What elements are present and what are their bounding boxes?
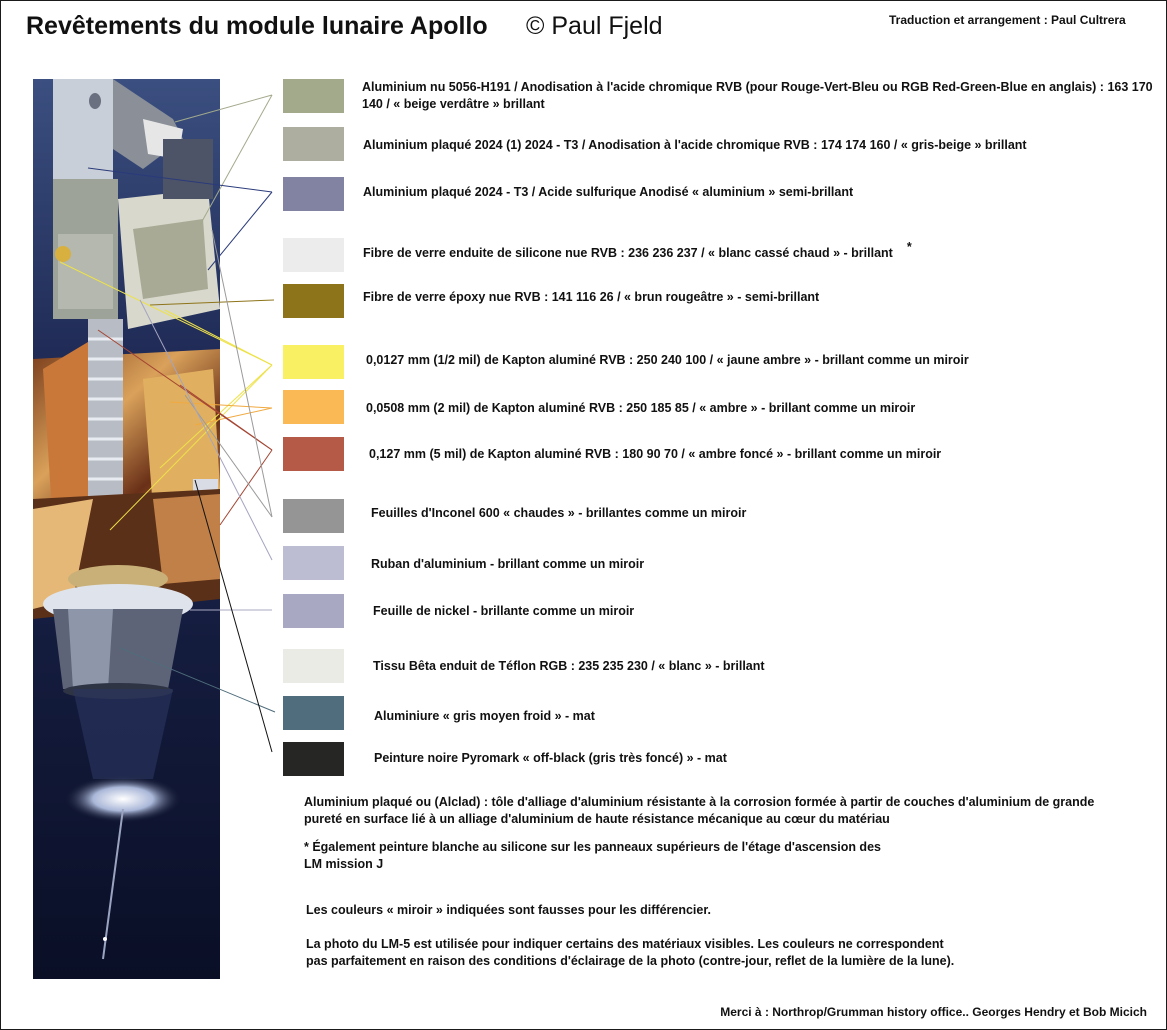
swatch-two-mil-kapton (283, 390, 344, 424)
label-epoxy-fiberglass: Fibre de verre époxy nue RVB : 141 116 26 / « brun rougeâtre » - semi-brillant (363, 290, 820, 304)
swatch-sulfuric-anodized-aluminium (283, 177, 344, 211)
label-beta-cloth: Tissu Bêta enduit de Téflon RGB : 235 235 230 / « blanc » - brillant (373, 659, 765, 673)
translation-credit: Traduction et arrangement : Paul Cultrera (889, 13, 1126, 27)
label-half-mil-kapton: 0,0127 mm (1/2 mil) de Kapton aluminé RVB : 250 240 100 / « jaune ambre » - brillant comme un miroir (366, 353, 969, 367)
swatch-epoxy-fiberglass (283, 284, 344, 318)
swatch-inconel-foil (283, 499, 344, 533)
label-grey-beige-aluminium: Aluminium plaqué 2024 (1) 2024 - T3 / Anodisation à l'acide chromique RVB : 174 174 160 / « gris-beige » brillant (363, 138, 1027, 152)
label-inconel-foil: Feuilles d'Inconel 600 « chaudes » - brillantes comme un miroir (371, 506, 747, 520)
acknowledgements: Merci à : Northrop/Grumman history office.. Georges Hendry et Bob Micich (720, 1005, 1147, 1019)
asterisk-mark: * (906, 240, 912, 254)
label-nickel-foil: Feuille de nickel - brillante comme un miroir (373, 604, 635, 618)
label-aluminide: Aluminiure « gris moyen froid » - mat (374, 709, 595, 723)
note-alclad: Aluminium plaqué ou (Alclad) : tôle d'alliage d'aluminium résistante à la corrosion formée à partir de couches d'aluminium de grande pureté en surface lié à un alliage d'aluminium de haute résistance mécanique au cœur du matériau (304, 795, 1095, 826)
swatch-aluminide (283, 696, 344, 730)
swatch-green-beige-aluminium (283, 79, 344, 113)
note-mirror-colors: Les couleurs « miroir » indiquées sont fausses pour les différencier. (306, 903, 711, 917)
swatch-nickel-foil (283, 594, 344, 628)
swatch-five-mil-kapton (283, 437, 344, 471)
page-title: Revêtements du module lunaire Apollo (26, 12, 488, 40)
label-five-mil-kapton: 0,127 mm (5 mil) de Kapton aluminé RVB : 180 90 70 / « ambre foncé » - brillant comme un miroir (369, 447, 942, 461)
label-green-beige-aluminium: Aluminium nu 5056-H191 / Anodisation à l'acide chromique RVB (pour Rouge-Vert-Bleu ou RGB Red-Green-Blue en anglais) : 163 170 140 / « beige verdâtre » brillant (362, 80, 1153, 111)
label-pyromark-black: Peinture noire Pyromark « off-black (gris très foncé) » - mat (374, 751, 727, 765)
note-photo: La photo du LM-5 est utilisée pour indiquer certains des matériaux visibles. Les couleurs ne correspondent pas parfaitement en raison des conditions d'éclairage de la photo (contre-jour, reflet de la lumière de la lune). (306, 937, 955, 968)
label-sulfuric-anodized-aluminium: Aluminium plaqué 2024 - T3 / Acide sulfurique Anodisé « aluminium » semi-brillant (363, 185, 854, 199)
swatch-beta-cloth (283, 649, 344, 683)
swatch-half-mil-kapton (283, 345, 344, 379)
author-credit: © Paul Fjeld (526, 12, 663, 40)
swatch-silicone-fiberglass (283, 238, 344, 272)
label-two-mil-kapton: 0,0508 mm (2 mil) de Kapton aluminé RVB : 250 185 85 / « ambre » - brillant comme un miroir (366, 401, 916, 415)
label-silicone-fiberglass: Fibre de verre enduite de silicone nue RVB : 236 236 237 / « blanc cassé chaud » - brillant * (363, 240, 912, 260)
swatch-aluminium-tape (283, 546, 344, 580)
swatch-pyromark-black (283, 742, 344, 776)
label-aluminium-tape: Ruban d'aluminium - brillant comme un miroir (371, 557, 645, 571)
lunar-module-photo (33, 79, 220, 979)
swatch-grey-beige-aluminium (283, 127, 344, 161)
note-silicone-paint: * Également peinture blanche au silicone sur les panneaux supérieurs de l'étage d'ascension des LM mission J (304, 840, 881, 871)
